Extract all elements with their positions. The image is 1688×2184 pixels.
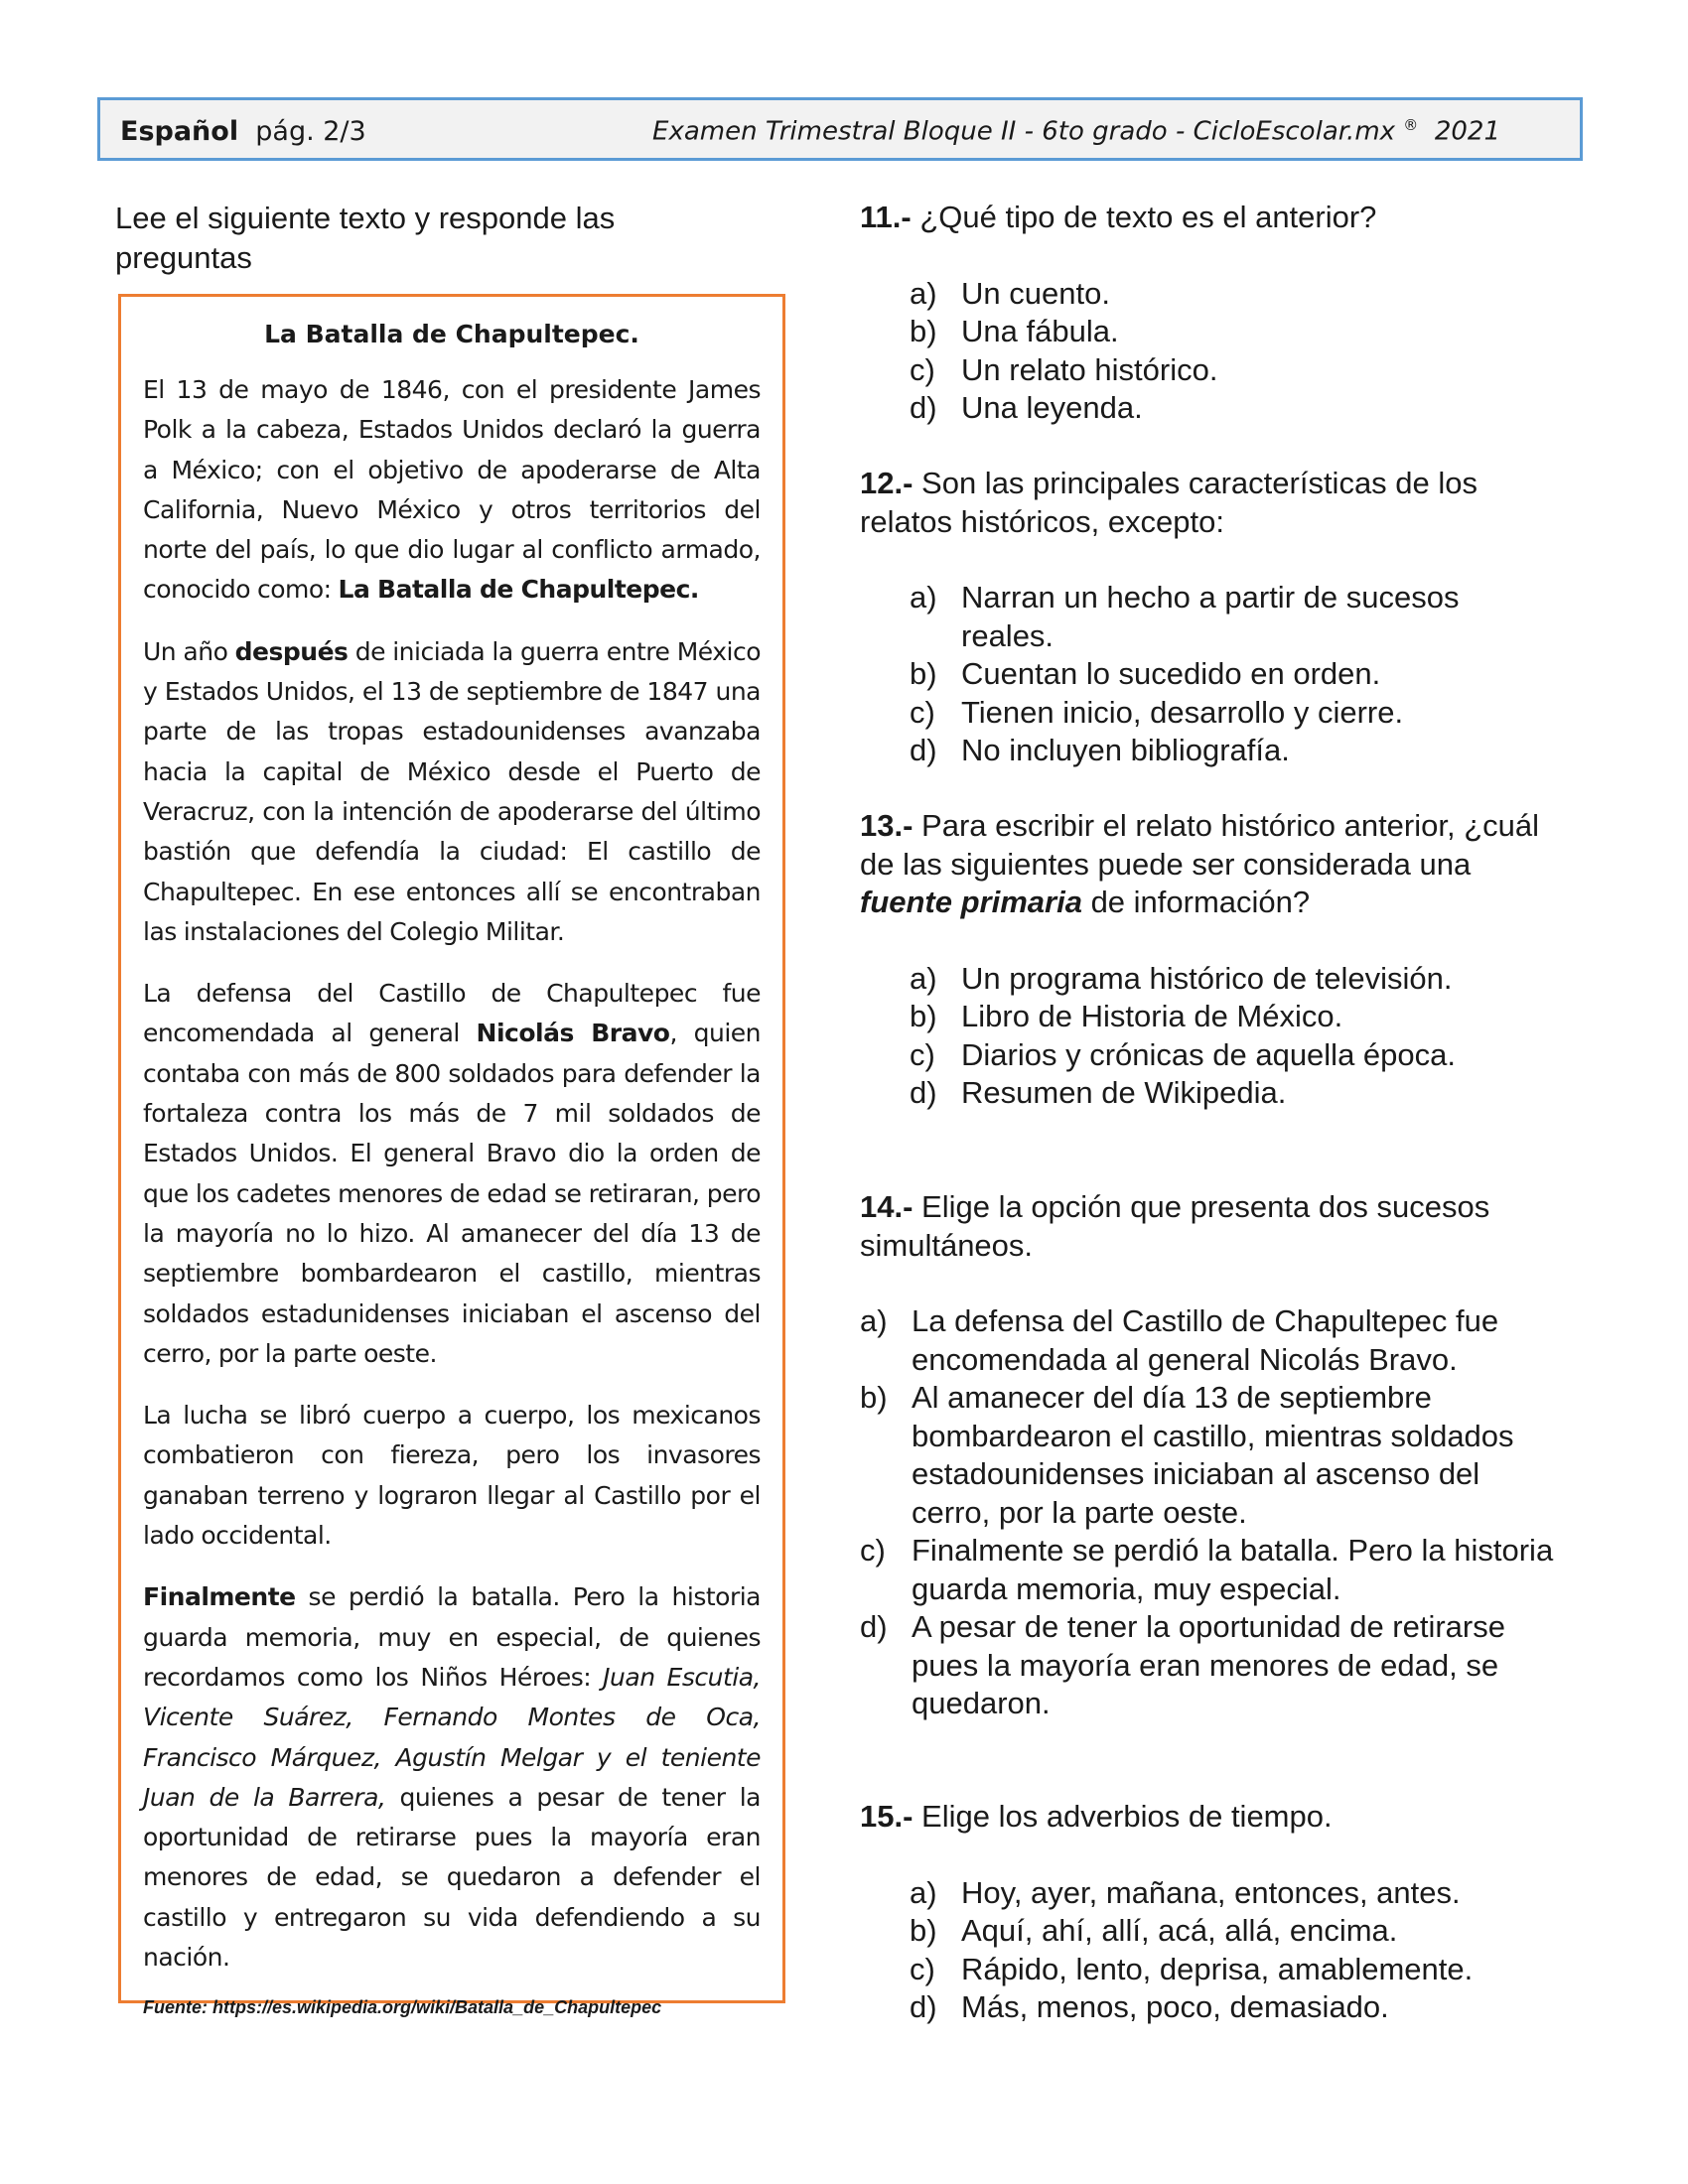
option-letter: d) <box>910 390 937 425</box>
question-14 <box>860 1188 1555 1723</box>
option-letter: c) <box>910 694 935 730</box>
option-list <box>860 960 1555 1113</box>
passage-source: Fuente: https://es.wikipedia.org/wiki/Batalla_de_Chapultepec <box>143 1997 662 2018</box>
question-number: 14.- <box>860 1189 914 1224</box>
option-b[interactable] <box>860 1379 1555 1532</box>
p5-text-b: quienes a pesar de tener la oportunidad de retirarse pues la mayoría eran menores de edad, se quedaron a defender el castillo y entregaron su vida defendiendo a su nación. <box>143 1782 761 1972</box>
option-list <box>860 275 1555 428</box>
option-c[interactable] <box>910 351 1555 390</box>
exam-year: 2021 <box>1434 116 1500 147</box>
question-number: 13.- <box>860 808 914 843</box>
p2-text-b: de iniciada la guerra entre México y Estados Unidos, el 13 de septiembre de 1847 una parte de las tropas estadounidenses avanzaba hacia la capital de México desde el Puerto de Veracruz, con la intención de apoderarse del último bastión que defendía la ciudad: El castillo de Chapultepec. En ese entonces allí se encontraban las instalaciones del Colegio Militar. <box>143 636 761 946</box>
exam-title: Examen Trimestral Bloque II - 6to grado - CicloEscolar.mx <box>652 116 1396 147</box>
option-b[interactable] <box>910 313 1555 351</box>
option-text: La defensa del Castillo de Chapultepec fue encomendada al general Nicolás Bravo. <box>912 1303 1499 1377</box>
option-letter: c) <box>910 1951 935 1986</box>
option-list <box>860 1302 1555 1723</box>
option-letter: d) <box>910 1075 937 1110</box>
option-d[interactable] <box>910 389 1555 428</box>
question-13 <box>860 807 1555 1113</box>
option-text: Narran un hecho a partir de sucesos reales. <box>961 580 1460 653</box>
option-letter: d) <box>910 1989 937 2024</box>
option-text: A pesar de tener la oportunidad de retirarse pues la mayoría eran menores de edad, se quedaron. <box>912 1609 1505 1720</box>
p5-bold: Finalmente <box>143 1582 296 1612</box>
p1-bold: La Batalla de Chapultepec. <box>338 575 699 605</box>
question-text: Elige los adverbios de tiempo. <box>913 1799 1333 1834</box>
option-text: Un programa histórico de televisión. <box>961 960 1453 996</box>
passage-title: La Batalla de Chapultepec. <box>264 320 639 348</box>
option-a[interactable] <box>910 1874 1555 1913</box>
option-text: Tienen inicio, desarrollo y cierre. <box>961 694 1404 730</box>
option-text: Una fábula. <box>961 314 1119 348</box>
option-text: Más, menos, poco, demasiado. <box>961 1989 1389 2024</box>
p3-text-a: La defensa del Castillo de Chapultepec fue encomendada al general <box>143 979 761 1048</box>
option-letter: b) <box>910 999 937 1033</box>
p3-text-b: , quien contaba con más de 800 soldados para defender la fortaleza contra los más de 7 mil soldados de Estados Unidos. El general Bravo dio la orden de que los cadetes menores de edad se retiraran, pero la mayoría no lo hizo. Al amanecer del día 13 de septiembre bombardearon el castillo, mientras soldados estadunidenses iniciaban el ascenso del cerro, por la parte oeste. <box>143 1019 761 1368</box>
passage-paragraph-1 <box>143 370 761 611</box>
option-text: Un relato histórico. <box>961 351 1218 387</box>
option-c[interactable] <box>910 1951 1555 1989</box>
option-text: Una leyenda. <box>961 390 1143 425</box>
question-text: Son las principales características de los relatos históricos, excepto: <box>860 466 1478 539</box>
option-letter: d) <box>910 733 937 767</box>
question-number: 11.- <box>860 200 912 234</box>
option-text: Un cuento. <box>961 275 1110 311</box>
p2-text-a: Un año <box>143 636 235 666</box>
p3-bold: Nicolás Bravo <box>476 1019 670 1048</box>
option-a[interactable] <box>910 275 1555 314</box>
question-number: 12.- <box>860 466 914 500</box>
option-c[interactable] <box>910 1036 1555 1075</box>
passage-paragraph-3 <box>143 974 761 1374</box>
question-12 <box>860 465 1555 770</box>
p5-italic: Juan Escutia, Vicente Suárez, Fernando Montes de Oca, Francisco Márquez, Agustín Melgar y el teniente Juan de la Barrera, <box>143 1662 761 1812</box>
option-text: Cuentan lo sucedido en orden. <box>961 656 1381 691</box>
option-b[interactable] <box>910 655 1555 694</box>
passage-paragraph-5 <box>143 1577 761 1978</box>
option-letter: a) <box>910 275 937 311</box>
option-text: Al amanecer del día 13 de septiembre bombardearon el castillo, mientras soldados estadounidenses iniciaban al ascenso del cerro, por la parte oeste. <box>912 1380 1514 1530</box>
option-d[interactable] <box>910 732 1555 770</box>
option-text: No incluyen bibliografía. <box>961 733 1290 767</box>
option-text: Libro de Historia de México. <box>961 999 1343 1033</box>
question-11 <box>860 199 1555 428</box>
p2-bold: después <box>234 636 349 666</box>
question-text: Elige la opción que presenta dos sucesos simultáneos. <box>860 1189 1490 1263</box>
question-text: ¿Qué tipo de texto es el anterior? <box>911 200 1377 234</box>
option-text: Aquí, ahí, allí, acá, allá, encima. <box>961 1913 1398 1948</box>
option-letter: c) <box>860 1533 886 1568</box>
header-right <box>652 116 1500 147</box>
reading-instructions: Lee el siguiente texto y responde las preguntas <box>115 201 616 275</box>
header-left <box>120 116 366 147</box>
question-stem <box>860 1188 1555 1265</box>
option-b[interactable] <box>910 998 1555 1036</box>
page-number: pág. 2/3 <box>255 116 366 147</box>
question-text: Para escribir el relato histórico anterior, ¿cuál de las siguientes puede ser considerada una <box>860 808 1540 882</box>
option-d[interactable] <box>910 1074 1555 1113</box>
option-letter: a) <box>910 1874 937 1910</box>
registered-mark: ® <box>1403 116 1419 134</box>
option-letter: a) <box>910 580 937 614</box>
option-letter: a) <box>910 960 937 996</box>
option-c[interactable] <box>910 694 1555 733</box>
question-stem <box>860 807 1555 922</box>
option-letter: b) <box>860 1380 888 1415</box>
option-letter: a) <box>860 1303 888 1338</box>
page-header <box>97 97 1583 161</box>
option-c[interactable] <box>860 1532 1555 1608</box>
option-text: Hoy, ayer, mañana, entonces, antes. <box>961 1874 1461 1910</box>
option-list <box>860 1874 1555 2027</box>
subject-label: Español <box>120 116 239 147</box>
option-list <box>860 579 1555 770</box>
option-text: Diarios y crónicas de aquella época. <box>961 1036 1456 1072</box>
option-letter: c) <box>910 351 935 387</box>
question-text-end: de información? <box>1081 885 1311 919</box>
passage-paragraph-2 <box>143 632 761 952</box>
question-stem <box>860 199 1555 237</box>
option-letter: b) <box>910 314 937 348</box>
p5-text-a: se perdió la batalla. Pero la historia guarda memoria, muy en especial, de quienes recordamos como los Niños Héroes: <box>143 1582 761 1692</box>
option-b[interactable] <box>910 1912 1555 1951</box>
option-letter: b) <box>910 656 937 691</box>
reading-passage-box <box>118 294 785 2018</box>
option-letter: d) <box>860 1609 888 1644</box>
option-letter: b) <box>910 1913 937 1948</box>
p1-text: El 13 de mayo de 1846, con el presidente James Polk a la cabeza, Estados Unidos declaró la guerra a México; con el objetivo de apoderarse de Alta California, Nuevo México y otros territorios del norte del país, lo que dio lugar al conflicto armado, conocido como: <box>143 375 761 605</box>
option-letter: c) <box>910 1036 935 1072</box>
option-a[interactable] <box>860 1302 1555 1379</box>
option-d[interactable] <box>910 1988 1555 2027</box>
question-15 <box>860 1798 1555 2027</box>
option-a[interactable] <box>910 960 1555 999</box>
passage-paragraph-4: La lucha se libró cuerpo a cuerpo, los mexicanos combatieron con fiereza, pero los invasores ganaban terreno y lograron llegar al Castillo por el lado occidental. <box>143 1401 761 1551</box>
question-emphasis: fuente primaria <box>860 885 1082 919</box>
option-d[interactable] <box>860 1608 1555 1723</box>
option-text: Resumen de Wikipedia. <box>961 1075 1287 1110</box>
question-stem <box>860 1798 1555 1837</box>
option-text: Rápido, lento, deprisa, amablemente. <box>961 1951 1474 1986</box>
question-stem <box>860 465 1555 541</box>
option-a[interactable] <box>910 579 1555 655</box>
question-number: 15.- <box>860 1799 914 1834</box>
option-text: Finalmente se perdió la batalla. Pero la historia guarda memoria, muy especial. <box>912 1533 1554 1606</box>
